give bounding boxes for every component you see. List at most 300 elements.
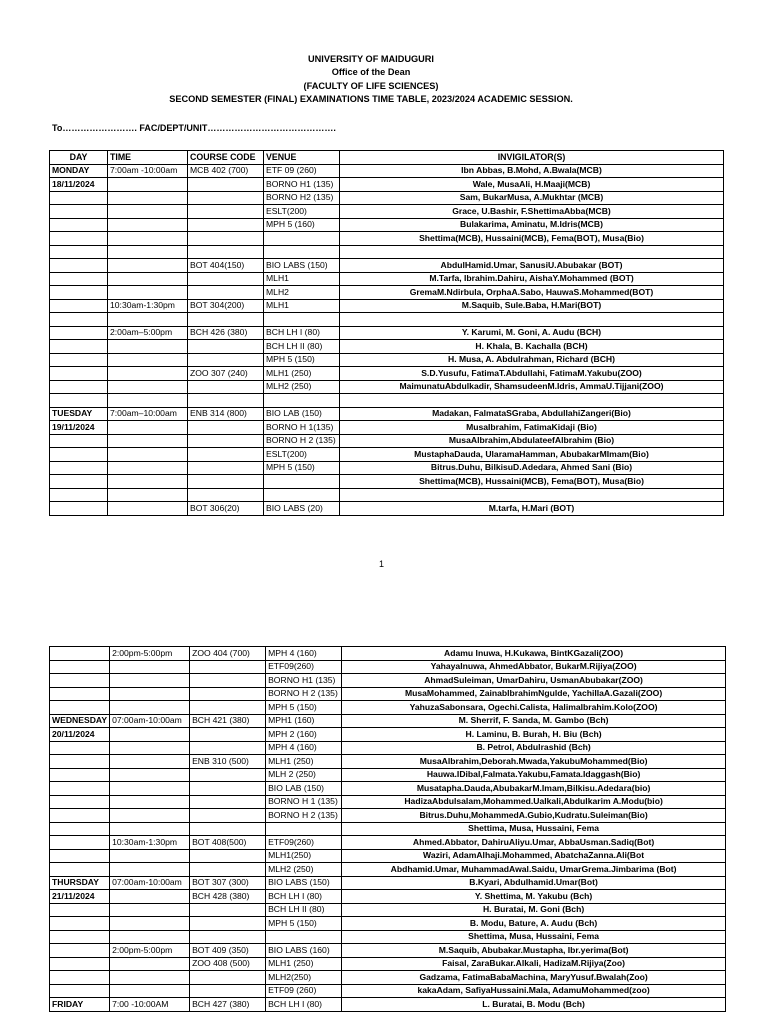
table-row — [50, 272, 724, 286]
cell-venue: ESLT(200) — [264, 205, 340, 219]
cell-time — [110, 701, 190, 715]
cell-invigilators: MaimunatuAbdulkadir, ShamsudeenM.Idris, AmmaU.Tijjani(ZOO) — [340, 380, 724, 394]
cell-venue: ETF09(260) — [266, 660, 342, 674]
cell-time: 7:00 -10:00AM — [110, 998, 190, 1012]
cell-course-code — [190, 660, 266, 674]
cell-time — [108, 272, 188, 286]
cell-course-code — [188, 232, 264, 246]
cell-venue: BCH LH I (80) — [264, 326, 340, 340]
cell-day — [50, 822, 110, 836]
cell-course-code — [188, 286, 264, 300]
cell-venue: MLH1 (250) — [264, 367, 340, 381]
cell-day — [50, 488, 108, 502]
cell-day — [50, 984, 110, 998]
table-row — [50, 326, 724, 340]
table-row — [50, 205, 724, 219]
cell-time: 2:00pm-5:00pm — [110, 647, 190, 661]
cell-course-code: BOT 306(20) — [188, 502, 264, 516]
cell-invigilators: Y. Shettima, M. Yakubu (Bch) — [342, 890, 726, 904]
cell-venue: MPH 4 (160) — [266, 741, 342, 755]
cell-time — [110, 917, 190, 931]
cell-invigilators: YahayaInuwa, AhmedAbbator, BukarM.Rijiya(ZOO) — [342, 660, 726, 674]
cell-venue: BIO LAB (150) — [266, 782, 342, 796]
cell-time — [110, 822, 190, 836]
table-row — [50, 890, 726, 904]
cell-day — [50, 849, 110, 863]
cell-course-code — [190, 903, 266, 917]
table-row — [50, 930, 726, 944]
cell-course-code — [188, 245, 264, 259]
table-row — [50, 340, 724, 354]
cell-venue: MLH2 — [264, 286, 340, 300]
table-header-row — [50, 151, 724, 165]
cell-venue: BCH LH I (80) — [266, 998, 342, 1012]
cell-course-code — [188, 340, 264, 354]
cell-day — [50, 782, 110, 796]
table-row — [50, 394, 724, 408]
table-row — [50, 741, 726, 755]
cell-day — [50, 660, 110, 674]
cell-time — [110, 809, 190, 823]
cell-course-code — [188, 272, 264, 286]
cell-venue: MLH1 — [264, 299, 340, 313]
table-row — [50, 475, 724, 489]
cell-time — [108, 502, 188, 516]
cell-course-code — [188, 205, 264, 219]
cell-invigilators: Ibn Abbas, B.Mohd, A.Bwala(MCB) — [340, 164, 724, 178]
cell-course-code — [190, 849, 266, 863]
cell-venue: MPH 5 (160) — [264, 218, 340, 232]
cell-invigilators: M. Sherrif, F. Sanda, M. Gambo (Bch) — [342, 714, 726, 728]
cell-invigilators: MusaIbrahim, FatimaKidaji (Bio) — [340, 421, 724, 435]
cell-day — [50, 340, 108, 354]
cell-time — [110, 849, 190, 863]
cell-course-code: MCB 402 (700) — [188, 164, 264, 178]
cell-venue: MPH 4 (160) — [266, 647, 342, 661]
cell-invigilators: B. Petrol, Abdulrashid (Bch) — [342, 741, 726, 755]
cell-course-code — [188, 218, 264, 232]
cell-invigilators — [340, 394, 724, 408]
cell-time — [108, 178, 188, 192]
cell-invigilators: GremaM.Ndirbula, OrphaA.Sabo, HauwaS.Mohammed(BOT) — [340, 286, 724, 300]
cell-day — [50, 687, 110, 701]
table-row — [50, 768, 726, 782]
cell-invigilators: YahuzaSabonsara, Ogechi.Calista, HalimaIbrahim.Kolo(ZOO) — [342, 701, 726, 715]
table-row — [50, 299, 724, 313]
table-row — [50, 421, 724, 435]
cell-venue: MPH 5 (150) — [266, 701, 342, 715]
table-row — [50, 232, 724, 246]
col-header-course-code: COURSE CODE — [188, 151, 264, 165]
cell-venue: MPH 2 (160) — [266, 728, 342, 742]
cell-time — [110, 930, 190, 944]
cell-day — [50, 795, 110, 809]
cell-course-code: BOT 408(500) — [190, 836, 266, 850]
cell-day — [50, 475, 108, 489]
cell-time — [108, 394, 188, 408]
cell-course-code — [190, 782, 266, 796]
cell-day — [50, 917, 110, 931]
cell-invigilators: Sam, BukarMusa, A.Mukhtar (MCB) — [340, 191, 724, 205]
timetable-page-1 — [49, 150, 724, 516]
table-row — [50, 245, 724, 259]
cell-invigilators: H. Laminu, B. Burah, H. Biu (Bch) — [342, 728, 726, 742]
cell-invigilators: Grace, U.Bashir, F.ShettimaAbba(MCB) — [340, 205, 724, 219]
cell-day — [50, 768, 110, 782]
cell-day — [50, 863, 110, 877]
cell-time — [108, 218, 188, 232]
cell-time — [110, 971, 190, 985]
table-row — [50, 849, 726, 863]
cell-day — [50, 326, 108, 340]
cell-course-code: ZOO 307 (240) — [188, 367, 264, 381]
cell-time — [108, 191, 188, 205]
table-row — [50, 701, 726, 715]
table-row — [50, 191, 724, 205]
cell-day — [50, 245, 108, 259]
cell-course-code — [190, 863, 266, 877]
cell-course-code — [188, 461, 264, 475]
table-row — [50, 728, 726, 742]
cell-course-code — [190, 822, 266, 836]
table-row — [50, 367, 724, 381]
cell-course-code: BOT 307 (300) — [190, 876, 266, 890]
cell-course-code — [190, 984, 266, 998]
table-row — [50, 917, 726, 931]
cell-venue: BORNO H1 (135) — [266, 674, 342, 688]
cell-course-code — [190, 701, 266, 715]
cell-day — [50, 367, 108, 381]
cell-day — [50, 930, 110, 944]
cell-day: 20/11/2024 — [50, 728, 110, 742]
cell-course-code: ZOO 408 (500) — [190, 957, 266, 971]
cell-invigilators: Shettima(MCB), Hussaini(MCB), Fema(BOT), Musa(Bio) — [340, 232, 724, 246]
cell-time: 2:00pm-5:00pm — [110, 944, 190, 958]
cell-day — [50, 259, 108, 273]
cell-day — [50, 205, 108, 219]
cell-course-code: ZOO 404 (700) — [190, 647, 266, 661]
cell-day — [50, 647, 110, 661]
cell-invigilators: M.Tarfa, Ibrahim.Dahiru, AishaY.Mohammed (BOT) — [340, 272, 724, 286]
cell-course-code — [190, 930, 266, 944]
table-row — [50, 809, 726, 823]
table-row — [50, 687, 726, 701]
cell-venue: MLH 2 (250) — [266, 768, 342, 782]
cell-venue: MLH2 (250) — [264, 380, 340, 394]
cell-course-code — [190, 741, 266, 755]
cell-invigilators: Y. Karumi, M. Goni, A. Audu (BCH) — [340, 326, 724, 340]
table-row — [50, 863, 726, 877]
cell-day — [50, 232, 108, 246]
cell-day — [50, 741, 110, 755]
cell-course-code — [190, 917, 266, 931]
cell-invigilators: Wale, MusaAli, H.Maaji(MCB) — [340, 178, 724, 192]
table-row — [50, 218, 724, 232]
cell-venue: ETF09(260) — [266, 836, 342, 850]
cell-course-code: ENB 314 (800) — [188, 407, 264, 421]
table-row — [50, 971, 726, 985]
cell-course-code — [190, 809, 266, 823]
cell-time — [108, 488, 188, 502]
cell-time — [110, 768, 190, 782]
cell-time: 07:00am-10:00am — [110, 876, 190, 890]
cell-course-code — [188, 421, 264, 435]
cell-invigilators: Shettima, Musa, Hussaini, Fema — [342, 930, 726, 944]
cell-venue: MLH1(250) — [266, 849, 342, 863]
cell-invigilators: B.Kyari, Abdulhamid.Umar(Bot) — [342, 876, 726, 890]
cell-time: 2:00am–5:00pm — [108, 326, 188, 340]
table-row — [50, 876, 726, 890]
table-row — [50, 957, 726, 971]
table-row — [50, 461, 724, 475]
cell-time — [108, 434, 188, 448]
timetable-title: SECOND SEMESTER (FINAL) EXAMINATIONS TIME TABLE, 2023/2024 ACADEMIC SESSION. — [169, 94, 573, 105]
cell-invigilators: Adamu Inuwa, H.Kukawa, BintKGazali(ZOO) — [342, 647, 726, 661]
cell-time — [110, 660, 190, 674]
cell-time — [108, 367, 188, 381]
cell-time — [108, 286, 188, 300]
cell-day — [50, 701, 110, 715]
cell-invigilators: HadizaAbdulsalam,Mohammed.Ualkali,Abdulkarim A.Modu(bio) — [342, 795, 726, 809]
to-line: To……………………. FAC/DEPT/UNIT……………………………………. — [52, 123, 336, 133]
table-row — [50, 434, 724, 448]
cell-time — [110, 957, 190, 971]
cell-time: 7:00am–10:00am — [108, 407, 188, 421]
cell-course-code: BOT 304(200) — [188, 299, 264, 313]
table-row — [50, 836, 726, 850]
office-name: Office of the Dean — [331, 67, 411, 78]
table-row — [50, 944, 726, 958]
cell-time: 07:00am-10:00am — [110, 714, 190, 728]
cell-invigilators: Hauwa.IDibal,Falmata.Yakubu,Famata.Idaggash(Bio) — [342, 768, 726, 782]
table-row — [50, 313, 724, 327]
cell-venue: MLH2(250) — [266, 971, 342, 985]
cell-venue: ESLT(200) — [264, 448, 340, 462]
university-name: UNIVERSITY OF MAIDUGURI — [308, 54, 434, 64]
cell-invigilators: H. Buratai, M. Goni (Bch) — [342, 903, 726, 917]
cell-venue: MPH 5 (150) — [266, 917, 342, 931]
cell-venue — [264, 245, 340, 259]
cell-day — [50, 944, 110, 958]
cell-invigilators: Bitrus.Duhu, BilkisuD.Adedara, Ahmed Sani (Bio) — [340, 461, 724, 475]
cell-day — [50, 434, 108, 448]
cell-venue: MPH 5 (150) — [264, 461, 340, 475]
cell-day — [50, 394, 108, 408]
col-header-invigilators: INVIGILATOR(S) — [340, 151, 724, 165]
cell-day — [50, 286, 108, 300]
col-header-day: DAY — [50, 151, 108, 165]
cell-invigilators: H. Khala, B. Kachalla (BCH) — [340, 340, 724, 354]
cell-invigilators: Ahmed.Abbator, DahiruAliyu.Umar, AbbaUsman.Sadiq(Bot) — [342, 836, 726, 850]
table-row — [50, 984, 726, 998]
cell-invigilators: M.Saquib, Sule.Baba, H.Mari(BOT) — [340, 299, 724, 313]
cell-time — [108, 245, 188, 259]
cell-day — [50, 313, 108, 327]
cell-time: 10:30am-1:30pm — [110, 836, 190, 850]
cell-course-code — [188, 313, 264, 327]
table-row — [50, 502, 724, 516]
table-row — [50, 822, 726, 836]
cell-day: 21/11/2024 — [50, 890, 110, 904]
cell-course-code: ENB 310 (500) — [190, 755, 266, 769]
table-row — [50, 674, 726, 688]
cell-course-code — [190, 728, 266, 742]
cell-course-code: BOT 409 (350) — [190, 944, 266, 958]
cell-course-code — [188, 394, 264, 408]
cell-day — [50, 903, 110, 917]
timetable-page-2 — [49, 646, 726, 1012]
cell-time — [108, 461, 188, 475]
cell-venue — [264, 394, 340, 408]
cell-invigilators — [340, 488, 724, 502]
table-row — [50, 407, 724, 421]
cell-venue — [266, 822, 342, 836]
cell-time — [108, 353, 188, 367]
cell-time — [110, 782, 190, 796]
cell-time: 7:00am -10:00am — [108, 164, 188, 178]
cell-course-code — [190, 768, 266, 782]
cell-time — [108, 421, 188, 435]
cell-time — [110, 687, 190, 701]
cell-time — [110, 903, 190, 917]
cell-course-code — [188, 191, 264, 205]
cell-time — [108, 205, 188, 219]
cell-invigilators: L. Buratai, B. Modu (Bch) — [342, 998, 726, 1012]
cell-time: 10:30am-1:30pm — [108, 299, 188, 313]
cell-course-code — [188, 178, 264, 192]
cell-day — [50, 755, 110, 769]
cell-course-code — [190, 687, 266, 701]
cell-invigilators: Shettima, Musa, Hussaini, Fema — [342, 822, 726, 836]
cell-venue: BORNO H 2 (135) — [266, 809, 342, 823]
table-row — [50, 660, 726, 674]
cell-invigilators — [340, 313, 724, 327]
cell-course-code — [188, 380, 264, 394]
faculty-name: (FACULTY OF LIFE SCIENCES) — [303, 80, 439, 91]
table-row — [50, 259, 724, 273]
cell-time — [110, 728, 190, 742]
cell-venue: MPH1 (160) — [266, 714, 342, 728]
cell-time — [110, 741, 190, 755]
cell-invigilators: Faisal, ZaraBukar.Alkali, HadizaM.Rijiya(Zoo) — [342, 957, 726, 971]
cell-day: MONDAY — [50, 164, 108, 178]
cell-course-code: BCH 426 (380) — [188, 326, 264, 340]
cell-time — [108, 340, 188, 354]
cell-invigilators: Waziri, AdamAlhaji.Mohammed, AbatchaZanna.Ali(Bot — [342, 849, 726, 863]
cell-course-code: BCH 427 (380) — [190, 998, 266, 1012]
cell-day — [50, 809, 110, 823]
cell-day — [50, 299, 108, 313]
document-header — [0, 53, 742, 107]
cell-venue: BIO LAB (150) — [264, 407, 340, 421]
cell-day — [50, 218, 108, 232]
cell-venue — [266, 930, 342, 944]
cell-day — [50, 191, 108, 205]
cell-venue: ETF 09 (260) — [264, 164, 340, 178]
cell-invigilators: Abdhamid.Umar, MuhammadAwal.Saidu, UmarGrema.Jimbarima (Bot) — [342, 863, 726, 877]
cell-time — [108, 259, 188, 273]
cell-venue: BCH LH II (80) — [264, 340, 340, 354]
cell-course-code: BCH 421 (380) — [190, 714, 266, 728]
cell-course-code — [190, 971, 266, 985]
cell-day — [50, 957, 110, 971]
page-number: 1 — [379, 559, 385, 569]
cell-venue: BIO LABS (150) — [266, 876, 342, 890]
cell-invigilators: AhmadSuleiman, UmarDahiru, UsmanAbubakar(ZOO) — [342, 674, 726, 688]
cell-course-code: BOT 404(150) — [188, 259, 264, 273]
cell-day: THURSDAY — [50, 876, 110, 890]
table-row — [50, 782, 726, 796]
cell-venue: MPH 5 (150) — [264, 353, 340, 367]
table-row — [50, 755, 726, 769]
cell-invigilators: Madakan, FalmataSGraba, AbdullahiZangeri(Bio) — [340, 407, 724, 421]
cell-day: TUESDAY — [50, 407, 108, 421]
cell-venue: BCH LH I (80) — [266, 890, 342, 904]
cell-time — [110, 795, 190, 809]
table-row — [50, 380, 724, 394]
table-row — [50, 286, 724, 300]
table-row — [50, 178, 724, 192]
cell-course-code — [188, 353, 264, 367]
table-row — [50, 164, 724, 178]
cell-invigilators: M.tarfa, H.Mari (BOT) — [340, 502, 724, 516]
cell-venue: BORNO H 1 (135) — [266, 795, 342, 809]
cell-course-code — [188, 488, 264, 502]
cell-invigilators: kakaAdam, SafiyaHussaini.Mala, AdamuMohammed(zoo) — [342, 984, 726, 998]
cell-venue — [264, 313, 340, 327]
cell-invigilators: MusaAlbrahim,Deborah.Mwada,YakubuMohammed(Bio) — [342, 755, 726, 769]
cell-invigilators: MusaAlbrahim,AbdulateefAlbrahim (Bio) — [340, 434, 724, 448]
cell-invigilators: H. Musa, A. Abdulrahman, Richard (BCH) — [340, 353, 724, 367]
cell-course-code — [188, 475, 264, 489]
cell-day — [50, 448, 108, 462]
cell-day — [50, 971, 110, 985]
cell-invigilators: Shettima(MCB), Hussaini(MCB), Fema(BOT), Musa(Bio) — [340, 475, 724, 489]
cell-venue: MLH1 (250) — [266, 755, 342, 769]
cell-invigilators — [340, 245, 724, 259]
table-row — [50, 647, 726, 661]
cell-course-code — [188, 448, 264, 462]
cell-invigilators: MustaphaDauda, UlaramaHamman, AbubakarMImam(Bio) — [340, 448, 724, 462]
cell-venue: MLH1 — [264, 272, 340, 286]
table-row — [50, 795, 726, 809]
cell-venue: MLH2 (250) — [266, 863, 342, 877]
cell-venue — [264, 475, 340, 489]
cell-day — [50, 836, 110, 850]
cell-invigilators: S.D.Yusufu, FatimaT.Abdullahi, FatimaM.Yakubu(ZOO) — [340, 367, 724, 381]
cell-venue: BORNO H 2 (135) — [264, 434, 340, 448]
cell-day: 18/11/2024 — [50, 178, 108, 192]
col-header-time: TIME — [108, 151, 188, 165]
table-row — [50, 488, 724, 502]
cell-time — [110, 863, 190, 877]
cell-venue: ETF09 (260) — [266, 984, 342, 998]
cell-venue: BIO LABS (150) — [264, 259, 340, 273]
cell-day: FRIDAY — [50, 998, 110, 1012]
cell-invigilators: Bulakarima, Aminatu, M.Idris(MCB) — [340, 218, 724, 232]
cell-time — [108, 475, 188, 489]
cell-venue — [264, 488, 340, 502]
cell-venue: BIO LABS (20) — [264, 502, 340, 516]
cell-day — [50, 353, 108, 367]
cell-venue: BIO LABS (160) — [266, 944, 342, 958]
cell-time — [110, 755, 190, 769]
cell-invigilators: Bitrus.Duhu,MohammedA.Gubio,Kudratu.Suleiman(Bio) — [342, 809, 726, 823]
cell-day — [50, 461, 108, 475]
cell-venue: BCH LH II (80) — [266, 903, 342, 917]
cell-venue: MLH1 (250) — [266, 957, 342, 971]
cell-time — [110, 984, 190, 998]
